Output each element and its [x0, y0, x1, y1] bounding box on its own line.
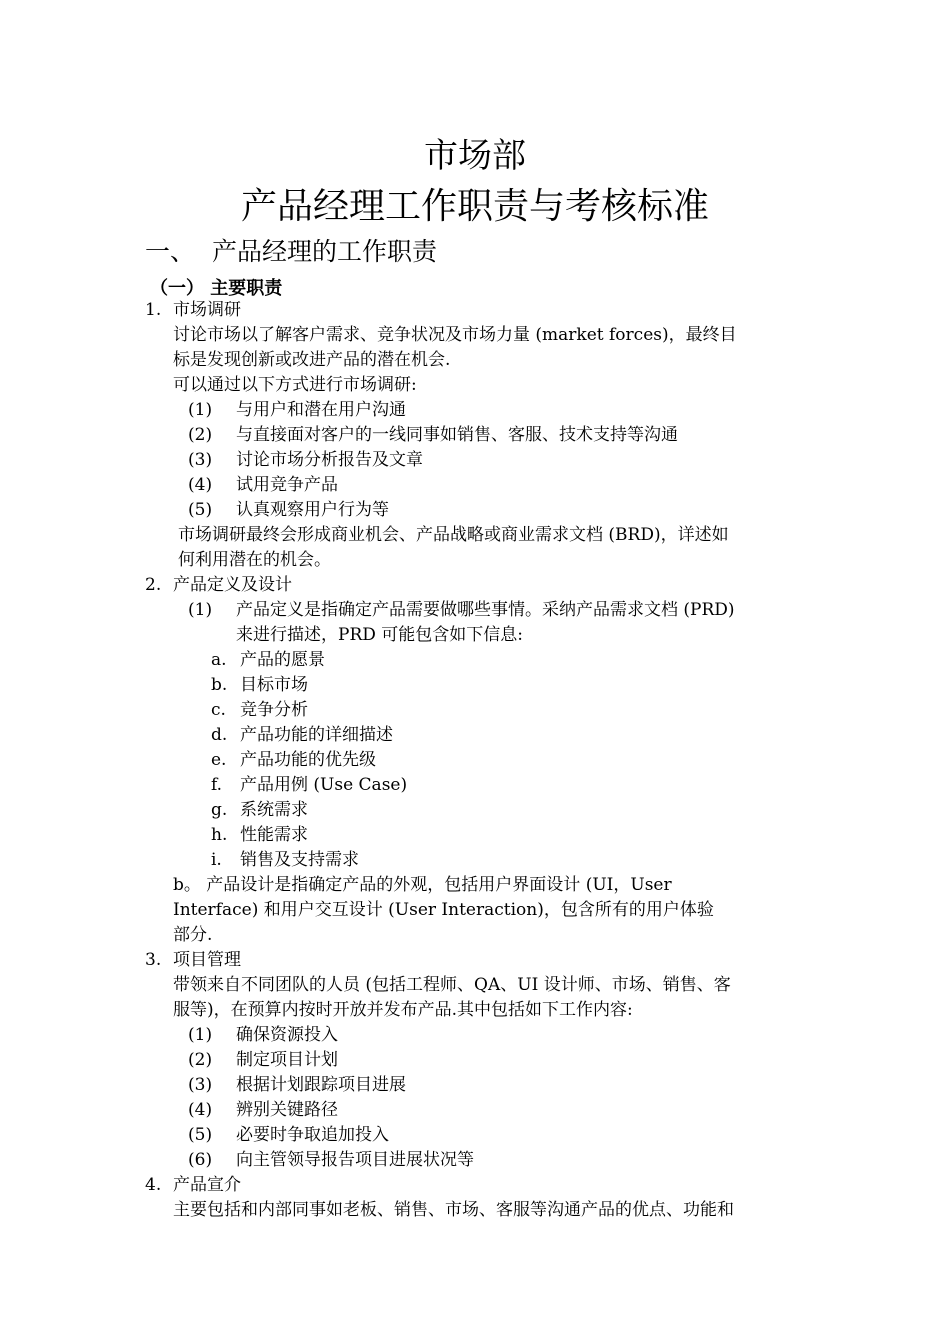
sublist-item: 产品功能的详细描述 — [240, 725, 393, 745]
paragraph-line: 部分. — [173, 925, 213, 945]
item-1-number: 1. — [145, 300, 162, 320]
paragraph-line: 带领来自不同团队的人员 (包括工程师、QA、UI 设计师、市场、销售、客 — [173, 975, 731, 995]
paragraph-line: 产品定义是指确定产品需要做哪些事情。采纳产品需求文档 (PRD) — [236, 600, 735, 620]
sublist-letter: c. — [211, 700, 226, 720]
sublist-letter: b. — [211, 675, 228, 695]
item-4-number: 4. — [145, 1175, 162, 1195]
sublist-item: 性能需求 — [240, 825, 308, 845]
paragraph-line: b。 产品设计是指确定产品的外观，包括用户界面设计 (UI，User — [173, 875, 672, 895]
list-item: 必要时争取追加投入 — [236, 1125, 389, 1145]
list-item-number: (1) — [188, 1025, 213, 1045]
list-item: 辨别关键路径 — [236, 1100, 338, 1120]
list-item-number: (4) — [188, 1100, 213, 1120]
list-item-number: (5) — [188, 500, 213, 520]
sublist-item: 系统需求 — [240, 800, 308, 820]
sublist-letter: a. — [211, 650, 227, 670]
list-item-number: (1) — [188, 400, 213, 420]
subsection-heading: （一） 主要职责 — [150, 278, 283, 299]
sublist-item: 产品的愿景 — [240, 650, 325, 670]
item-2-title: 产品定义及设计 — [173, 575, 292, 595]
item-3-number: 3. — [145, 950, 162, 970]
sublist-item: 目标市场 — [240, 675, 308, 695]
doc-title-main: 产品经理工作职责与考核标准 — [240, 186, 709, 227]
list-item-number: (6) — [188, 1150, 213, 1170]
sublist-item: 产品用例 (Use Case) — [240, 775, 408, 795]
list-item: 讨论市场分析报告及文章 — [236, 450, 423, 470]
list-item: 确保资源投入 — [236, 1025, 338, 1045]
list-item-number: (2) — [188, 425, 213, 445]
sublist-letter: e. — [211, 750, 227, 770]
sublist-letter: d. — [211, 725, 228, 745]
item-2-number: 2. — [145, 575, 162, 595]
doc-title-department: 市场部 — [424, 136, 526, 176]
paragraph-line: 服等)，在预算内按时开放并发布产品.其中包括如下工作内容: — [173, 1000, 633, 1020]
list-item-number: (3) — [188, 1075, 213, 1095]
list-item: 根据计划跟踪项目进展 — [236, 1075, 406, 1095]
list-item: 与直接面对客户的一线同事如销售、客服、技术支持等沟通 — [236, 425, 678, 445]
paragraph-line: 可以通过以下方式进行市场调研: — [173, 375, 417, 395]
list-item-number: (5) — [188, 1125, 213, 1145]
paragraph-line: 来进行描述，PRD 可能包含如下信息: — [236, 625, 523, 645]
sublist-item: 产品功能的优先级 — [240, 750, 376, 770]
sublist-letter: i. — [211, 850, 222, 870]
paragraph-line: 市场调研最终会形成商业机会、产品战略或商业需求文档 (BRD)，详述如 — [178, 525, 729, 545]
section-1-number: 一、 — [145, 237, 196, 266]
paragraph-line: 主要包括和内部同事如老板、销售、市场、客服等沟通产品的优点、功能和 — [173, 1200, 734, 1220]
sublist-item: 销售及支持需求 — [240, 850, 359, 870]
section-1-heading: 产品经理的工作职责 — [212, 237, 438, 266]
item-4-title: 产品宣介 — [173, 1175, 241, 1195]
sublist-letter: h. — [211, 825, 228, 845]
list-item-number: (3) — [188, 450, 213, 470]
list-item-number: (2) — [188, 1050, 213, 1070]
list-item: 认真观察用户行为等 — [236, 500, 389, 520]
list-item: 向主管领导报告项目进展状况等 — [236, 1150, 474, 1170]
paragraph-line: 标是发现创新或改进产品的潜在机会. — [173, 350, 451, 370]
list-item-number: (1) — [188, 600, 213, 620]
item-3-title: 项目管理 — [173, 950, 241, 970]
list-item: 制定项目计划 — [236, 1050, 338, 1070]
list-item: 与用户和潜在用户沟通 — [236, 400, 406, 420]
paragraph-line: 讨论市场以了解客户需求、竞争状况及市场力量 (market forces)，最终目 — [173, 325, 737, 345]
list-item: 试用竞争产品 — [236, 475, 338, 495]
sublist-item: 竞争分析 — [240, 700, 308, 720]
list-item-number: (4) — [188, 475, 213, 495]
paragraph-line: 何利用潜在的机会。 — [178, 550, 331, 570]
sublist-letter: g. — [211, 800, 228, 820]
item-1-title: 市场调研 — [173, 300, 241, 320]
sublist-letter: f. — [211, 775, 223, 795]
paragraph-line: Interface) 和用户交互设计 (User Interaction)，包含所有的用户体验 — [173, 900, 714, 920]
